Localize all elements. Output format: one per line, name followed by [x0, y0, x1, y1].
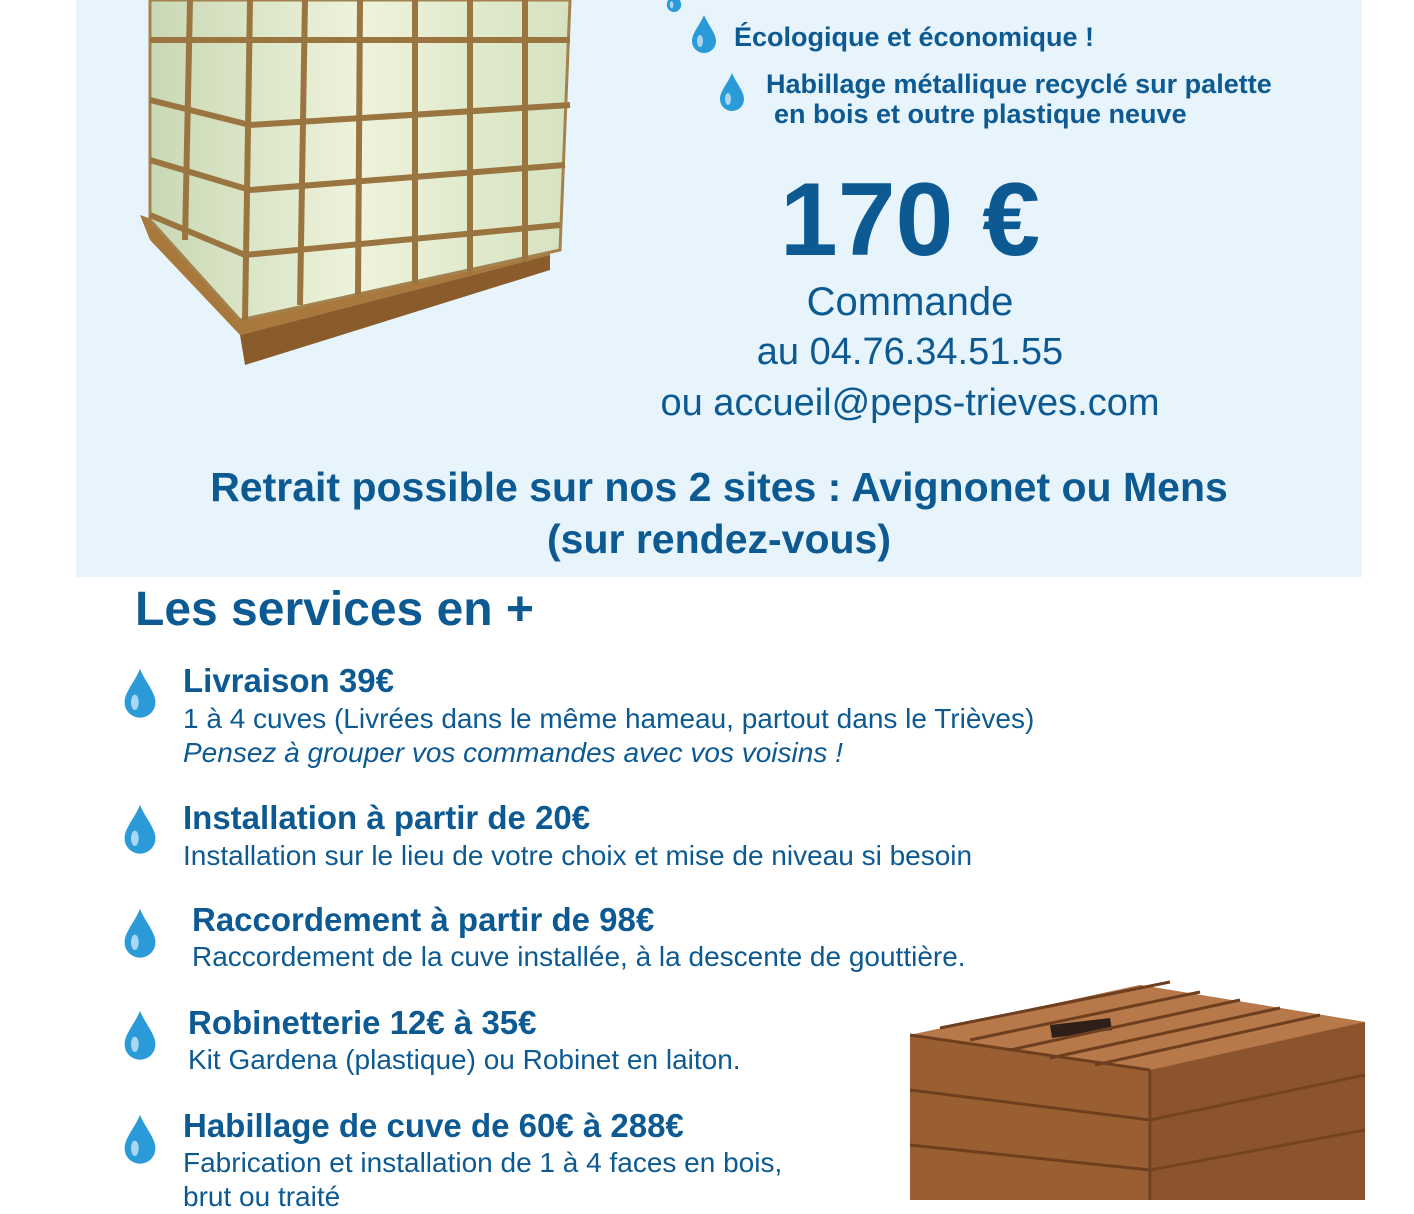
services-heading: Les services en + — [135, 583, 534, 636]
water-drop-icon — [718, 70, 746, 112]
service-note-livraison: Pensez à grouper vos commandes avec vos voisins ! — [183, 737, 843, 768]
water-tank-image — [130, 0, 600, 380]
service-desc-habillage: Fabrication et installation de 1 à 4 faces en bois, — [183, 1147, 783, 1178]
order-phone: au 04.76.34.51.55 — [756, 331, 1064, 373]
feature-habillage-line1: Habillage métallique recyclé sur palette — [766, 69, 1272, 99]
feature-eco: Écologique et économique ! — [734, 22, 1095, 52]
water-drop-icon — [122, 1006, 158, 1062]
retrait-line1: Retrait possible sur nos 2 sites : Avignonet ou Mens — [210, 464, 1228, 510]
water-drop-icon — [122, 800, 158, 856]
wooden-crate-image — [900, 980, 1370, 1200]
water-drop-icon — [660, 0, 688, 12]
service-desc-livraison: 1 à 4 cuves (Livrées dans le même hameau, partout dans le Trièves) — [183, 703, 1035, 734]
order-email[interactable]: ou accueil@peps-trieves.com — [660, 382, 1160, 424]
water-drop-icon — [122, 664, 158, 720]
service-title-livraison: Livraison 39€ — [183, 662, 394, 699]
price: 170 € — [779, 162, 1041, 278]
service-desc-raccordement: Raccordement de la cuve installée, à la descente de gouttière. — [192, 941, 966, 972]
service-desc-robinetterie: Kit Gardena (plastique) ou Robinet en laiton. — [188, 1044, 741, 1075]
water-drop-icon — [690, 12, 718, 54]
water-drop-icon — [122, 904, 158, 960]
service-desc-habillage-line2: brut ou traité — [183, 1181, 341, 1212]
service-desc-installation: Installation sur le lieu de votre choix et mise de niveau si besoin — [183, 840, 973, 871]
service-title-robinetterie: Robinetterie 12€ à 35€ — [188, 1004, 537, 1041]
order-label: Commande — [806, 280, 1014, 324]
water-drop-icon — [122, 1110, 158, 1166]
service-title-raccordement: Raccordement à partir de 98€ — [192, 901, 655, 938]
service-title-habillage: Habillage de cuve de 60€ à 288€ — [183, 1107, 684, 1144]
feature-habillage-line2: en bois et outre plastique neuve — [774, 99, 1187, 129]
retrait-line2: (sur rendez-vous) — [547, 516, 891, 562]
service-title-installation: Installation à partir de 20€ — [183, 799, 591, 836]
